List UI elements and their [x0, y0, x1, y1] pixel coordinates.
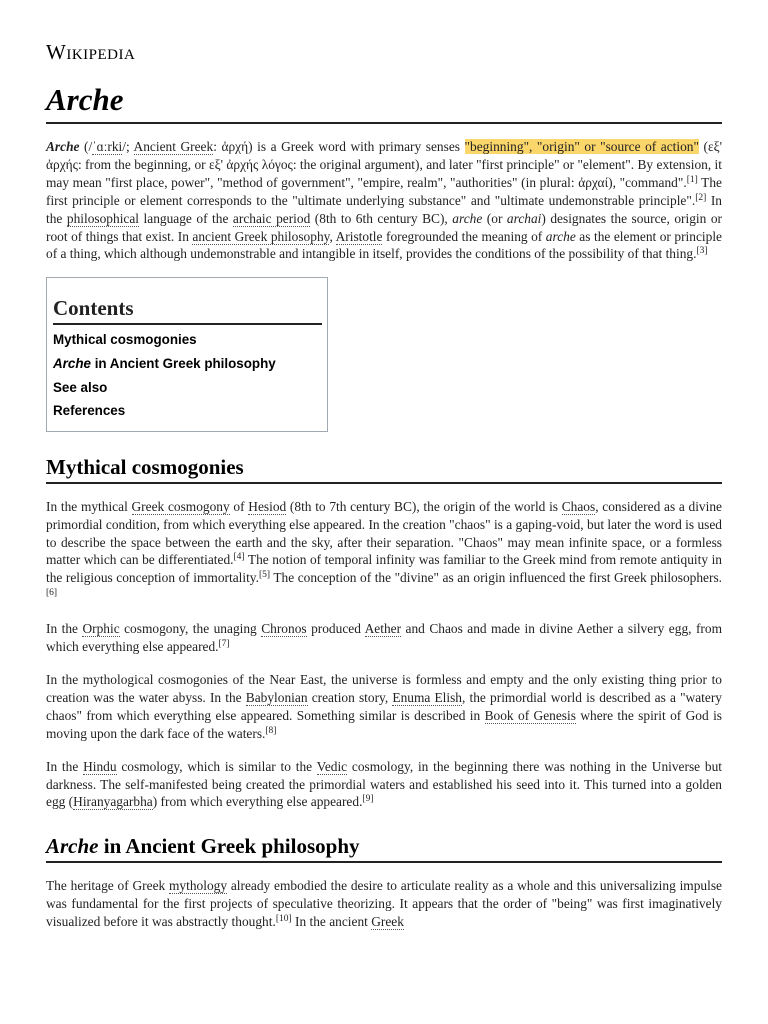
ancient-greek-philosophy-link[interactable]: ancient Greek philosophy — [192, 228, 330, 244]
citation-4[interactable]: [4] — [233, 552, 245, 563]
paragraph: The heritage of Greek mythology already embodied the desire to articulate reality as a whole and this universalizing impulse was fundamental for the first projects of speculative theorizing. It appears that the order of "being" was first imaginatively visualized before it was abstractly thought.[10] In the ancient Greek — [46, 878, 722, 930]
citation-8[interactable]: [8] — [265, 725, 277, 736]
toc-item-mythical-cosmogonies[interactable]: Mythical cosmogonies — [53, 332, 197, 348]
lead-paragraph: Arche (/ˈɑːrki/; Ancient Greek: ἀρχή) is a Greek word with primary senses "beginning", "origin" or "source of action" (εξ' ἀρχής: from the beginning, or εξ' ἀρχής λόγος: the original argument), and later "first principle" or "element". By extension, it may mean "first place, power", "method of government", "empire, realm", "authorities" (in plural: ἀρχαί), "command".[1] The first principle or element corresponds to the "ultimate underlying substance" and "ultimate undemonstrable principle".[2] In the philosophical language of the archaic period (8th to 6th century BC), arche (or archai) designates the source, origin or root of things that exist. In ancient Greek philosophy, Aristotle foregrounded the meaning of arche as the element or principle of a thing, which although undemonstrable and intangible in itself, provides the conditions of the possibility of that thing.[3] — [46, 139, 723, 262]
section-heading-mythical-cosmogonies: Mythical cosmogonies — [46, 452, 722, 484]
highlighted-text: "beginning", "origin" or "source of action" — [464, 139, 699, 154]
citation-9[interactable]: [9] — [362, 794, 374, 805]
book-of-genesis-link[interactable]: Book of Genesis — [484, 707, 576, 723]
section-heading-arche-in-ancient-greek-philosophy: Arche in Ancient Greek philosophy — [46, 831, 722, 863]
vedic-link[interactable]: Vedic — [316, 758, 348, 774]
article-page — [46, 38, 722, 931]
ancient-greek-link[interactable]: Ancient Greek — [133, 139, 214, 154]
citation-6[interactable]: [6] — [46, 588, 58, 599]
aristotle-link[interactable]: Aristotle — [335, 228, 383, 244]
orphic-link[interactable]: Orphic — [82, 621, 120, 637]
philosophical-link[interactable]: philosophical — [66, 210, 140, 226]
citation-1[interactable]: [1] — [686, 174, 698, 185]
toc-item-see-also[interactable]: See also — [53, 379, 108, 395]
hindu-link[interactable]: Hindu — [83, 758, 117, 774]
enuma-elish-link[interactable]: Enuma Elish — [392, 689, 463, 705]
paragraph: In the mythical Greek cosmogony of Hesiod (8th to 7th century BC), the origin of the world is Chaos, considered as a divine primordial condition, from which everything else appeared. In the creation "chaos" is a gaping-void, but later the word is used to describe the space between the earth and the sky, after their separation. "Chaos" may mean infinite space, or a formless matter which can be differentiated.[4] The notion of temporal infinity was familiar to the Greek mind from remote antiquity in the religious conception of immortality.[5] The conception of the "divine" as an origin influenced the first Greek philosophers.[6] — [46, 498, 723, 599]
greek-term: ἀρχή — [221, 139, 249, 154]
table-of-contents — [46, 277, 328, 431]
paragraph: In the mythological cosmogonies of the Near East, the universe is formless and empty and the only existing thing prior to creation was the water abyss. In the Babylonian creation story, Enuma Elish, the primordial world is described as a "watery chaos" from which everything else appeared. Something similar is described in Book of Genesis where the spirit of God is moving upon the dark face of the waters.[8] — [46, 671, 722, 741]
hesiod-link[interactable]: Hesiod — [248, 498, 287, 514]
archaic-period-link[interactable]: archaic period — [232, 210, 311, 226]
babylonian-link[interactable]: Babylonian — [245, 689, 308, 705]
greek-cosmogony-link[interactable]: Greek cosmogony — [131, 498, 230, 514]
hiranyagarbha-link[interactable]: Hiranyagarbha — [73, 794, 153, 810]
ipa-link[interactable]: ˈɑːrki — [92, 139, 123, 154]
citation-7[interactable]: [7] — [218, 639, 230, 650]
toc-item-arche-in-ancient-greek-philosophy[interactable]: Arche in Ancient Greek philosophy — [53, 355, 276, 371]
aether-link[interactable]: Aether — [364, 621, 402, 637]
wikipedia-wordmark[interactable]: Wikipedia — [46, 40, 136, 64]
citation-2[interactable]: [2] — [695, 192, 707, 203]
lead-term: Arche — [46, 139, 80, 154]
citation-10[interactable]: [10] — [275, 914, 292, 925]
mythology-link[interactable]: mythology — [169, 878, 228, 894]
chronos-link[interactable]: Chronos — [261, 621, 307, 637]
toc-title: Contents — [53, 294, 322, 325]
paragraph: In the Hindu cosmology, which is similar to the Vedic cosmology, in the beginning there was nothing in the Universe but darkness. The self-manifested being created the primordial waters and established his seed into it. This turned into a golden egg (Hiranyagarbha) from which everything else appeared.[9] — [46, 758, 722, 810]
greek-link[interactable]: Greek — [371, 914, 404, 930]
toc-item-references[interactable]: References — [53, 403, 126, 419]
paragraph: In the Orphic cosmogony, the unaging Chronos produced Aether and Chaos and made in divine Aether a silvery egg, from which everything else appeared.[7] — [46, 621, 722, 655]
citation-3[interactable]: [3] — [696, 246, 708, 257]
page-title: Arche — [46, 80, 722, 124]
chaos-link[interactable]: Chaos — [561, 498, 596, 514]
citation-5[interactable]: [5] — [258, 570, 271, 581]
